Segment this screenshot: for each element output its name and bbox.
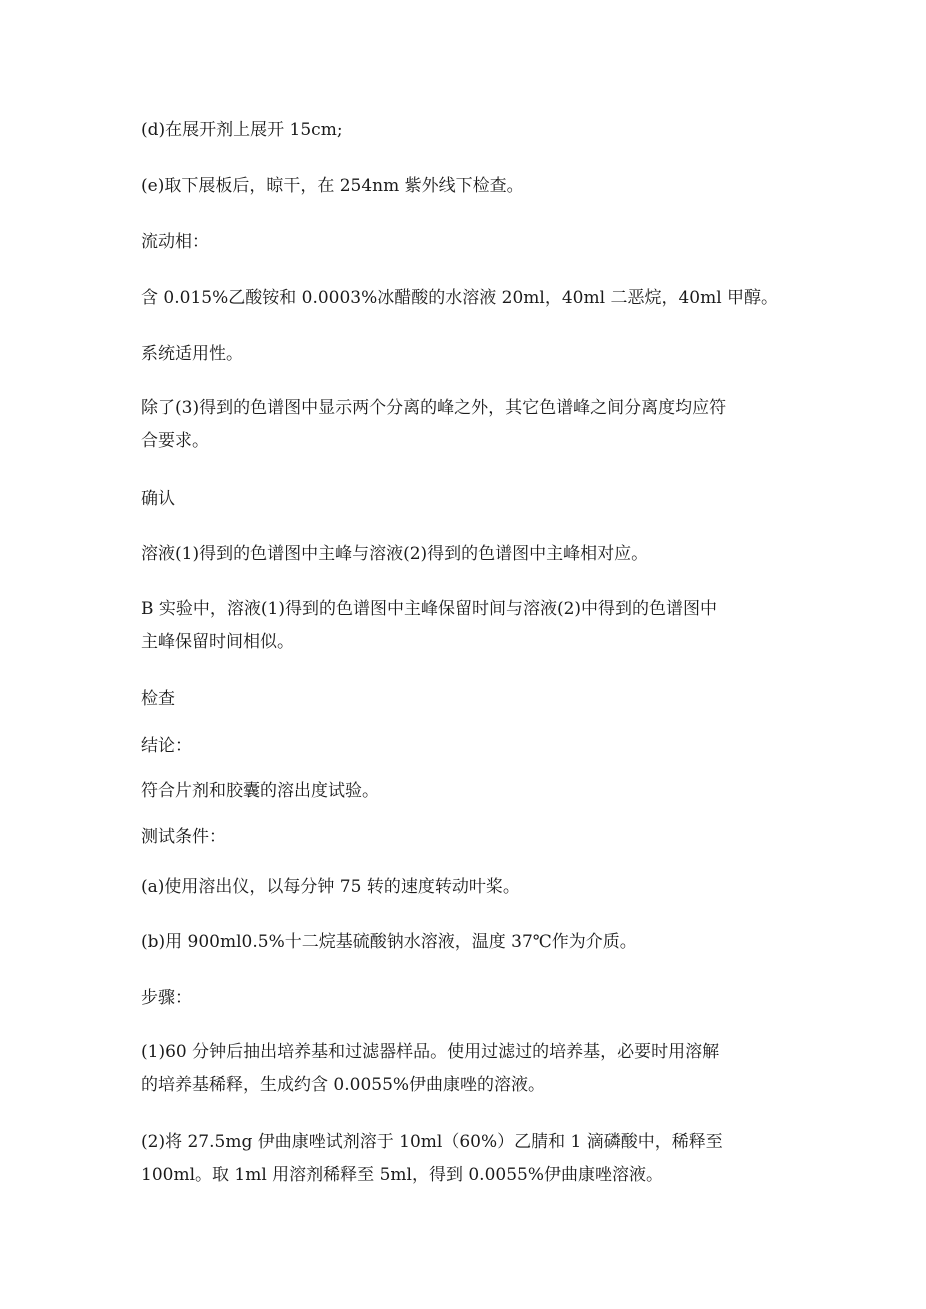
step-d-paragraph bbox=[141, 114, 791, 147]
line: 步骤： bbox=[141, 988, 192, 1008]
line: 确认 bbox=[141, 489, 175, 509]
system-suitability-paragraph bbox=[141, 392, 791, 458]
line: 结论： bbox=[141, 736, 192, 756]
line: 符合片剂和胶囊的溶出度试验。 bbox=[141, 781, 379, 801]
procedure-heading bbox=[141, 982, 791, 1015]
line: 合要求。 bbox=[141, 431, 209, 451]
condition-a-paragraph bbox=[141, 871, 791, 904]
line: (a)使用溶出仪，以每分钟 75 转的速度转动叶桨。 bbox=[141, 877, 520, 897]
line: 溶液(1)得到的色谱图中主峰与溶液(2)得到的色谱图中主峰相对应。 bbox=[141, 544, 649, 564]
tests-heading bbox=[141, 683, 791, 716]
condition-b-paragraph bbox=[141, 926, 791, 959]
line: 测试条件： bbox=[141, 827, 226, 847]
line: (b)用 900ml0.5%十二烷基硫酸钠水溶液，温度 37℃作为介质。 bbox=[141, 932, 637, 952]
dissolution-paragraph bbox=[141, 775, 791, 808]
line: (e)取下展板后，晾干，在 254nm 紫外线下检查。 bbox=[141, 176, 524, 196]
identification-paragraph bbox=[141, 538, 791, 571]
line: B 实验中，溶液(1)得到的色谱图中主峰保留时间与溶液(2)中得到的色谱图中 bbox=[141, 599, 718, 619]
line: 系统适用性。 bbox=[141, 344, 243, 364]
line: 的培养基稀释，生成约含 0.0055%伊曲康唑的溶液。 bbox=[141, 1075, 546, 1095]
procedure-step-2-paragraph bbox=[141, 1126, 791, 1192]
line: 检查 bbox=[141, 689, 175, 709]
line: 含 0.015%乙酸铵和 0.0003%冰醋酸的水溶液 20ml，40ml 二恶烷，40ml 甲醇。 bbox=[141, 288, 779, 308]
procedure-step-1-paragraph bbox=[141, 1036, 791, 1102]
line: (2)将 27.5mg 伊曲康唑试剂溶于 10ml（60%）乙腈和 1 滴磷酸中，稀释至 bbox=[141, 1132, 723, 1152]
test-conditions-heading bbox=[141, 821, 791, 854]
mobile-phase-heading bbox=[141, 226, 791, 259]
test-b-paragraph bbox=[141, 593, 791, 659]
mobile-phase-paragraph bbox=[141, 282, 791, 315]
line: 流动相： bbox=[141, 232, 209, 252]
line: 100ml。取 1ml 用溶剂稀释至 5ml，得到 0.0055%伊曲康唑溶液。 bbox=[141, 1165, 664, 1185]
conclusion-heading bbox=[141, 730, 791, 763]
step-e-paragraph bbox=[141, 170, 791, 203]
line: (1)60 分钟后抽出培养基和过滤器样品。使用过滤过的培养基，必要时用溶解 bbox=[141, 1042, 720, 1062]
line: (d)在展开剂上展开 15cm; bbox=[141, 120, 343, 140]
line: 除了(3)得到的色谱图中显示两个分离的峰之外，其它色谱峰之间分离度均应符 bbox=[141, 398, 727, 418]
system-suitability-heading bbox=[141, 338, 791, 371]
line: 主峰保留时间相似。 bbox=[141, 632, 294, 652]
identification-heading bbox=[141, 483, 791, 516]
